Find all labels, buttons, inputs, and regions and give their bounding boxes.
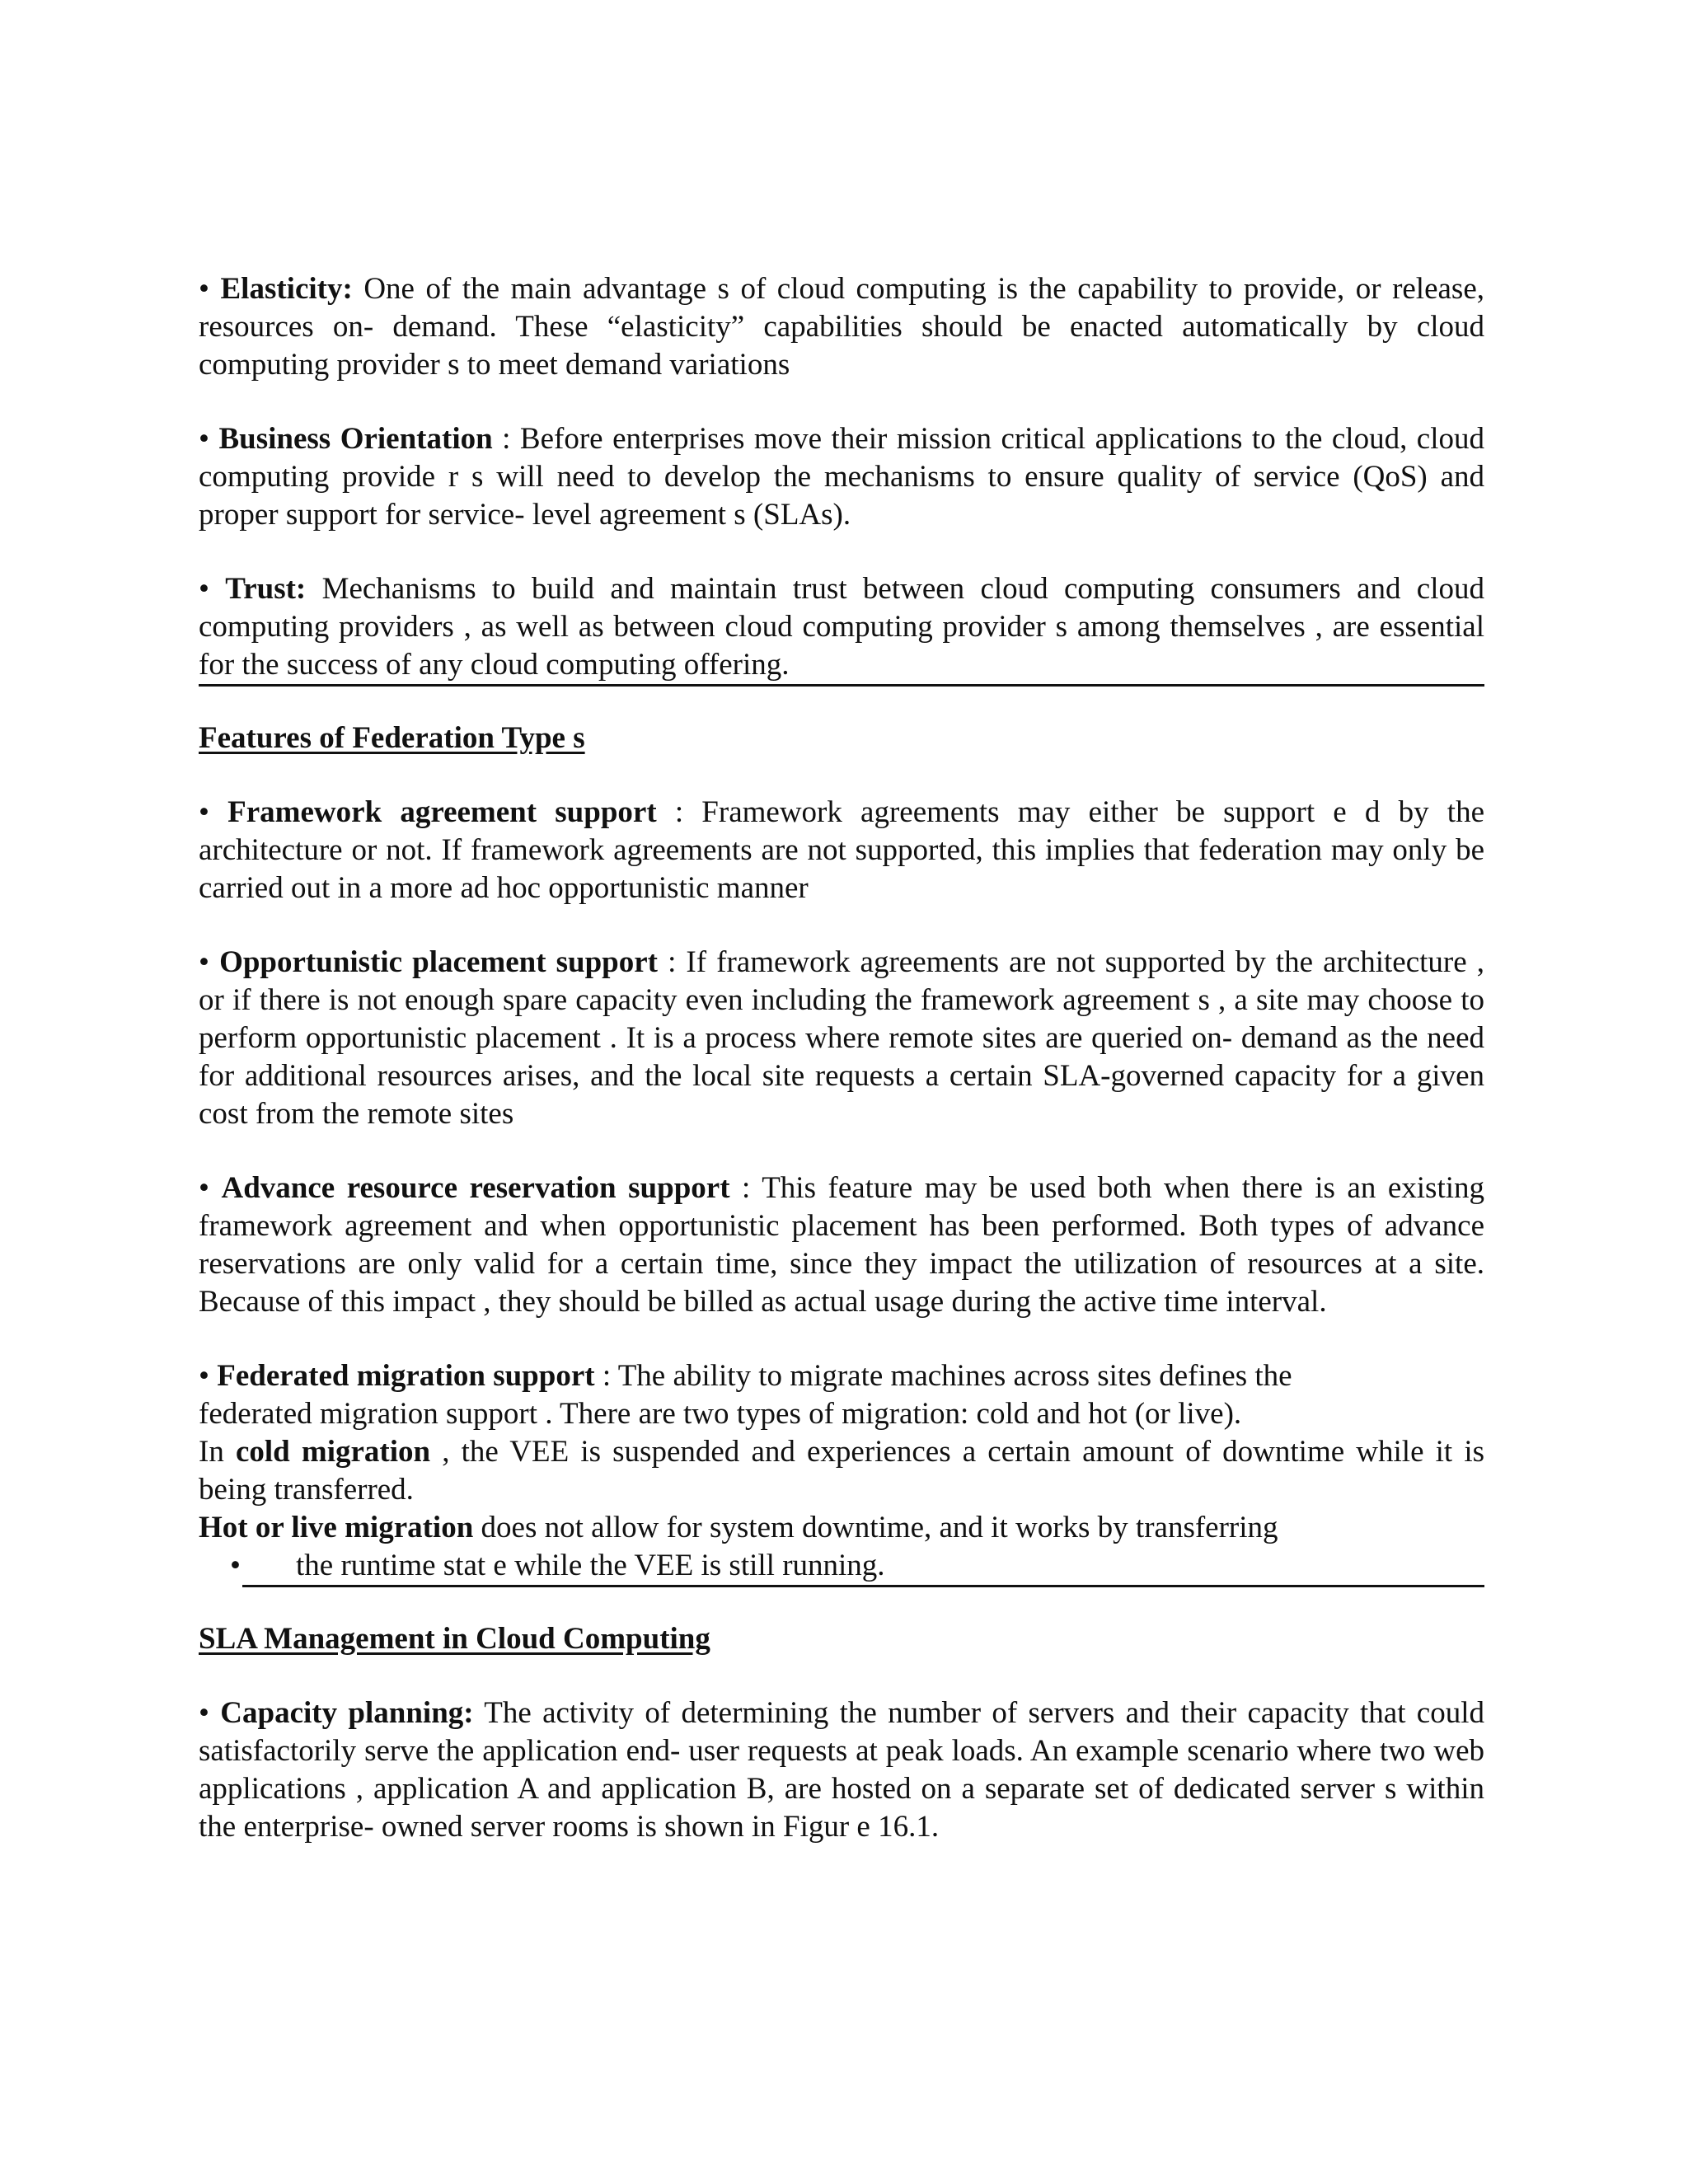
elasticity-term: Elasticity: xyxy=(220,272,353,306)
business-orientation-paragraph xyxy=(199,420,1484,534)
hot-migration-line xyxy=(199,1509,1484,1547)
cold-migration-paragraph xyxy=(199,1433,1484,1509)
cold-migration-prefix: In xyxy=(199,1435,236,1469)
trust-text: Mechanisms to build and maintain trust between cloud computing consumers and cloud computing providers , as well as between cloud computing provider s among themselves , are essential for the success of any cloud computing offering. xyxy=(199,572,1484,682)
trust-term: Trust: xyxy=(225,572,307,606)
framework-agreement-term: Framework agreement support xyxy=(227,795,657,829)
list-item xyxy=(199,1547,1484,1585)
advance-reservation-text: : This feature may be used both when there is an existing framework agreement and when opportunistic placement has been performed. Both types of advance reservations are only valid for a certain time, since they impact the utilization of resources at a site. Because of this impact , they should be billed as actual usage during the active time interval. xyxy=(199,1171,1485,1319)
capacity-planning-paragraph xyxy=(199,1694,1484,1846)
framework-agreement-paragraph xyxy=(199,794,1484,907)
advance-reservation-paragraph xyxy=(199,1169,1484,1321)
business-orientation-text: : Before enterprises move their mission critical applications to the cloud, cloud computing provide r s will need to develop the mechanisms to ensure quality of service (QoS) and proper support for service- level agreement s (SLAs). xyxy=(199,422,1485,532)
migration-types-line: federated migration support . There are two types of migration: cold and hot (or live). xyxy=(199,1397,1242,1431)
document-page xyxy=(199,270,1484,1846)
elasticity-paragraph xyxy=(199,270,1484,384)
bullet: • xyxy=(199,572,209,606)
sla-heading: SLA Management in Cloud Computing xyxy=(199,1622,710,1656)
business-orientation-term: Business Orientation xyxy=(218,422,493,456)
capacity-planning-text: The activity of determining the number of servers and their capacity that could satisfactorily serve the application end- user requests at peak loads. An example scenario where two web applications , application A and application B, are hosted on a separate set of dedicated server s within the enterprise- owned server rooms is shown in Figur e 16.1. xyxy=(199,1696,1485,1844)
list-item-text: the runtime stat e while the VEE is still running. xyxy=(296,1549,885,1582)
trust-paragraph xyxy=(199,570,1484,684)
federated-migration-term: Federated migration support xyxy=(217,1359,595,1393)
bullet: • xyxy=(199,795,209,829)
federated-migration-line xyxy=(199,1357,1484,1395)
migration-bullet-list xyxy=(199,1547,1484,1585)
cold-migration-term: cold migration xyxy=(235,1435,431,1469)
elasticity-text: One of the main advantage s of cloud computing is the capability to provide, or release, resources on- demand. These “elasticity” capabilities should be enacted automatically by cloud computing provider s to meet demand variations xyxy=(199,272,1485,382)
bullet: • xyxy=(230,1549,241,1582)
bullet: • xyxy=(199,422,209,456)
framework-agreement-text: : Framework agreements may either be support e d by the architecture or not. If framework agreements are not supported, this implies that federation may only be carried out in a more ad hoc opportunistic manner xyxy=(199,795,1484,905)
opportunistic-placement-text: : If framework agreements are not supported by the architecture , or if there is not enough spare capacity even including the framework agreement s , a site may choose to perform opportunistic placement . It is a process where remote sites are queried on- demand as the need for additional resources arises, and the local site requests a certain SLA-governed capacity for a given cost from the remote sites xyxy=(199,945,1484,1131)
hot-migration-term: Hot or live migration xyxy=(199,1511,474,1544)
advance-reservation-term: Advance resource reservation support xyxy=(221,1171,730,1205)
bullet: • xyxy=(199,1696,209,1730)
bullet: • xyxy=(199,1359,209,1393)
bullet: • xyxy=(199,1171,209,1205)
opportunistic-placement-paragraph xyxy=(199,944,1484,1133)
bullet: • xyxy=(199,272,209,306)
capacity-planning-term: Capacity planning: xyxy=(220,1696,474,1730)
bullet: • xyxy=(199,945,209,979)
opportunistic-placement-term: Opportunistic placement support xyxy=(219,945,658,979)
federation-heading: Features of Federation Type s xyxy=(199,721,585,755)
cold-migration-text: , the VEE is suspended and experiences a certain amount of downtime while it is being transferred. xyxy=(199,1435,1485,1507)
federated-migration-text: : The ability to migrate machines across sites defines the xyxy=(594,1359,1292,1393)
hot-migration-text: does not allow for system downtime, and it works by transferring xyxy=(473,1511,1278,1544)
